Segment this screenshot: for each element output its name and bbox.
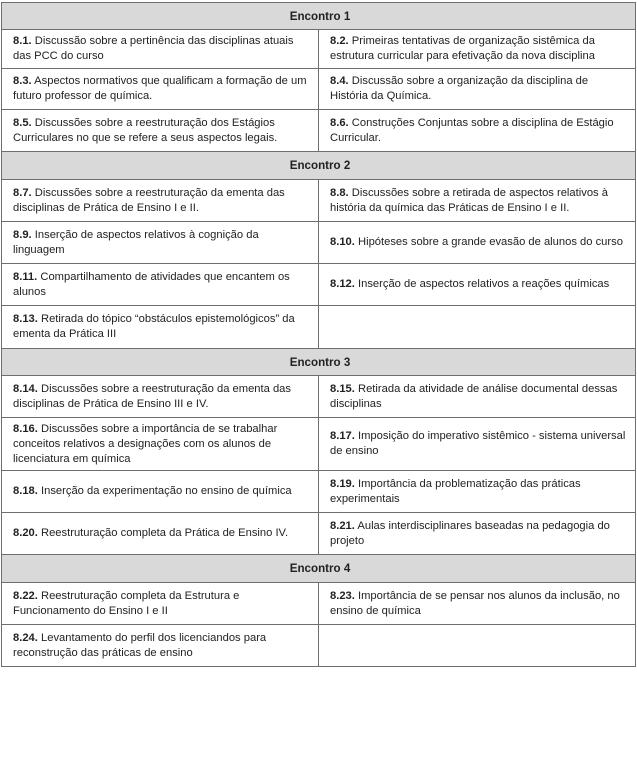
- item-number: 8.14.: [13, 382, 38, 395]
- empty-cell: [319, 306, 636, 349]
- item-number: 8.16.: [13, 422, 38, 435]
- item-number: 8.8.: [330, 186, 349, 199]
- item-number: 8.12.: [330, 278, 355, 290]
- item-cell: [319, 583, 636, 625]
- item-text: Imposição do imperativo sistêmico - sistema universal de ensino: [330, 430, 626, 457]
- item-text: Hipóteses sobre a grande evasão de alunos do curso: [354, 236, 623, 248]
- item-cell: [319, 264, 636, 306]
- table-row: [2, 222, 636, 264]
- item-cell: [2, 306, 319, 349]
- item-text: Construções Conjuntas sobre a disciplina de Estágio Curricular.: [330, 116, 614, 144]
- item-text: Inserção da experimentação no ensino de química: [37, 485, 292, 497]
- section-title: Encontro 4: [2, 555, 636, 583]
- item-text: Discussões sobre a reestruturação da ementa das disciplinas de Prática de Ensino I e II.: [13, 186, 285, 214]
- item-text: Inserção de aspectos relativos a reações químicas: [354, 278, 610, 290]
- item-number: 8.22.: [13, 589, 38, 602]
- item-text: Retirada da atividade de análise documental dessas disciplinas: [330, 382, 618, 410]
- section-title: Encontro 3: [2, 349, 636, 376]
- encontros-table: [1, 2, 636, 667]
- item-cell: [319, 222, 636, 264]
- item-text: Retirada do tópico “obstáculos epistemológicos” da ementa da Prática III: [13, 313, 295, 340]
- table-row: [2, 30, 636, 69]
- item-number: 8.6.: [330, 116, 349, 129]
- table-row: [2, 513, 636, 555]
- item-cell: [319, 110, 636, 152]
- encontros-table-body: [2, 3, 636, 667]
- item-cell: [2, 513, 319, 555]
- item-number: 8.10.: [330, 236, 355, 248]
- item-text: Discussões sobre a importância de se trabalhar conceitos relativos a designações com os alunos de licenciatura em química: [13, 422, 278, 465]
- item-number: 8.20.: [13, 527, 38, 539]
- item-text: Reestruturação completa da Prática de Ensino IV.: [37, 527, 289, 539]
- item-text: Levantamento do perfil dos licenciandos para reconstrução das práticas de ensino: [13, 631, 267, 659]
- item-number: 8.18.: [13, 485, 38, 497]
- item-number: 8.15.: [330, 382, 355, 395]
- item-cell: [319, 30, 636, 69]
- table-row: [2, 69, 636, 110]
- item-number: 8.13.: [13, 313, 38, 325]
- table-row: [2, 110, 636, 152]
- item-number: 8.3.: [13, 75, 32, 87]
- item-number: 8.4.: [330, 75, 349, 87]
- item-number: 8.21.: [330, 519, 355, 532]
- item-text: Primeiras tentativas de organização sistêmica da estrutura curricular para efetivação da nova disciplina: [330, 35, 595, 62]
- item-cell: [319, 418, 636, 471]
- item-text: Discussões sobre a reestruturação da ementa das disciplinas de Prática de Ensino III e IV.: [13, 382, 291, 410]
- item-cell: [319, 180, 636, 222]
- item-text: Aulas interdisciplinares baseadas na pedagogia do projeto: [330, 519, 610, 547]
- item-cell: [319, 376, 636, 418]
- section-title: Encontro 1: [2, 3, 636, 30]
- section-title: Encontro 2: [2, 152, 636, 180]
- item-cell: [319, 69, 636, 110]
- item-cell: [2, 264, 319, 306]
- item-number: 8.9.: [13, 228, 32, 241]
- section-header-row: [2, 3, 636, 30]
- item-number: 8.11.: [13, 270, 38, 283]
- table-row: [2, 583, 636, 625]
- item-cell: [2, 583, 319, 625]
- section-header-row: [2, 152, 636, 180]
- table-row: [2, 264, 636, 306]
- item-number: 8.23.: [330, 589, 355, 602]
- item-cell: [2, 110, 319, 152]
- item-number: 8.19.: [330, 477, 355, 490]
- item-cell: [2, 222, 319, 264]
- item-cell: [2, 69, 319, 110]
- item-number: 8.7.: [13, 186, 32, 199]
- item-cell: [2, 180, 319, 222]
- item-cell: [2, 30, 319, 69]
- item-text: Compartilhamento de atividades que encantem os alunos: [13, 270, 290, 298]
- table-row: [2, 306, 636, 349]
- item-text: Discussão sobre a pertinência das disciplinas atuais das PCC do curso: [13, 35, 294, 62]
- section-header-row: [2, 555, 636, 583]
- table-row: [2, 180, 636, 222]
- table-row: [2, 376, 636, 418]
- item-cell: [2, 376, 319, 418]
- item-cell: [319, 471, 636, 513]
- item-cell: [2, 471, 319, 513]
- item-number: 8.2.: [330, 35, 349, 47]
- table-row: [2, 625, 636, 667]
- item-cell: [2, 418, 319, 471]
- item-cell: [2, 625, 319, 667]
- table-row: [2, 471, 636, 513]
- item-text: Importância de se pensar nos alunos da inclusão, no ensino de química: [330, 589, 620, 617]
- item-number: 8.17.: [330, 430, 355, 442]
- table-row: [2, 418, 636, 471]
- item-text: Reestruturação completa da Estrutura e Funcionamento do Ensino I e II: [13, 589, 240, 617]
- item-text: Importância da problematização das práticas experimentais: [330, 477, 581, 505]
- empty-cell: [319, 625, 636, 667]
- item-text: Inserção de aspectos relativos à cognição da linguagem: [13, 228, 259, 256]
- item-text: Discussões sobre a retirada de aspectos relativos à história da química das Práticas de Ensino I e II.: [330, 186, 608, 214]
- item-text: Discussões sobre a reestruturação dos Estágios Curriculares no que se refere a seus aspectos legais.: [13, 116, 278, 144]
- item-text: Discussão sobre a organização da disciplina de História da Química.: [330, 75, 589, 102]
- section-header-row: [2, 349, 636, 376]
- item-number: 8.1.: [13, 35, 32, 47]
- item-cell: [319, 513, 636, 555]
- item-number: 8.5.: [13, 116, 32, 129]
- item-number: 8.24.: [13, 631, 38, 644]
- item-text: Aspectos normativos que qualificam a formação de um futuro professor de química.: [13, 75, 307, 102]
